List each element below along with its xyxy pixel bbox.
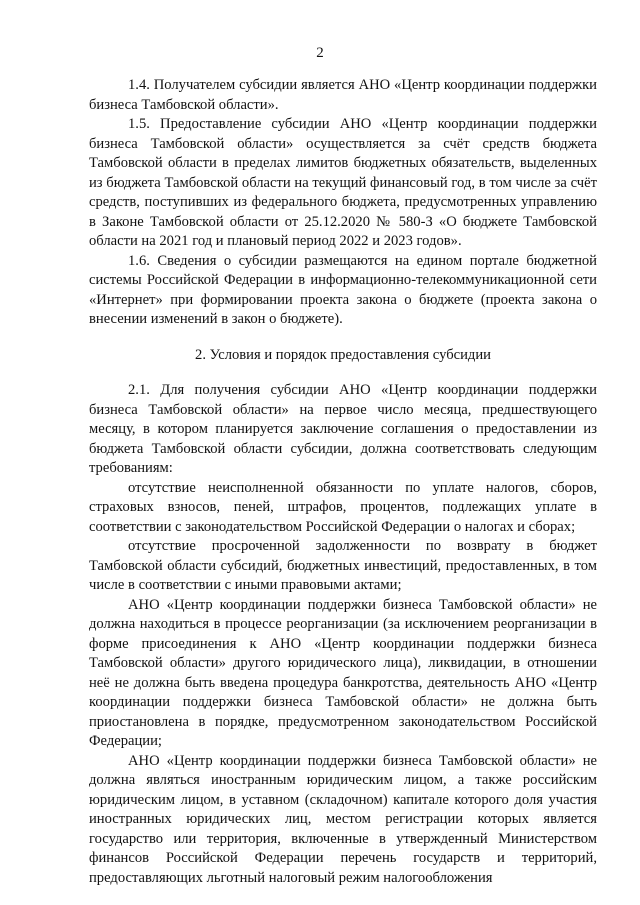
paragraph-1-5: 1.5. Предоставление субсидии АНО «Центр координации поддержки бизнеса Тамбовской области» осуществляется за счёт средств бюджета Тамбовской области в пределах лимитов бюджетных обязательств, выделенных из бюджета Тамбовской области на текущий финансовый год, в том числе за счёт средств, поступивших из федерального бюджета, предусмотренных управлению в Законе Тамбовской области от 25.12.2020 № 580-З «О бюджете Тамбовской области на 2021 год и плановый период 2022 и 2023 годов».	[89, 116, 597, 249]
requirement-taxes: отсутствие неисполненной обязанности по уплате налогов, сборов, страховых взносов, пеней, штрафов, процентов, подлежащих уплате в соответствии с законодательством Российской Федерации о налогах и сборах;	[89, 479, 597, 535]
document-body	[89, 76, 597, 888]
requirement-overdue-debt: отсутствие просроченной задолженности по возврату в бюджет Тамбовской области субсидий, бюджетных инвестиций, предоставленных, в том числе в соответствии с иными правовыми актами;	[89, 538, 597, 593]
page-number: 2	[316, 45, 324, 61]
section-heading: 2. Условия и порядок предоставления субсидии	[195, 346, 491, 363]
requirement-foreign-entity: АНО «Центр координации поддержки бизнеса Тамбовской области» не должна являться иностранным юридическим лицом, а также российским юридическим лицом, в уставном (складочном) капитале которого доля участия иностранных юридических лиц, местом регистрации которых является государство или территория, включенные в утвержденный Министерством финансов Российской Федерации перечень государств и территорий, предоставляющих льготный налоговый режим налогообложения	[89, 752, 597, 886]
paragraph-2-1: 2.1. Для получения субсидии АНО «Центр координации поддержки бизнеса Тамбовской области» на первое число месяца, предшествующего месяцу, в котором планируется заключение соглашения о предоставлении из бюджета Тамбовской области субсидии, должна соответствовать следующим требованиям:	[89, 382, 597, 476]
paragraph-1-4: 1.4. Получателем субсидии является АНО «Центр координации поддержки бизнеса Тамбовской области».	[89, 77, 597, 113]
requirement-reorganization: АНО «Центр координации поддержки бизнеса Тамбовской области» не должна находиться в процессе реорганизации (за исключением реорганизации в форме присоединения к АНО «Центр координации поддержки бизнеса Тамбовской области» другого юридического лица), ликвидации, в отношении неё не должна быть введена процедура банкротства, деятельность АНО «Центр координации поддержки бизнеса Тамбовской области» не должна быть приостановлена в порядке, предусмотренном законодательством Российской Федерации;	[89, 596, 597, 749]
paragraph-1-6: 1.6. Сведения о субсидии размещаются на едином портале бюджетной системы Российской Федерации в информационно-телекоммуникационной сети «Интернет» при формировании проекта закона о бюджете (проекта закона о внесении изменений в закон о бюджете).	[89, 252, 597, 327]
